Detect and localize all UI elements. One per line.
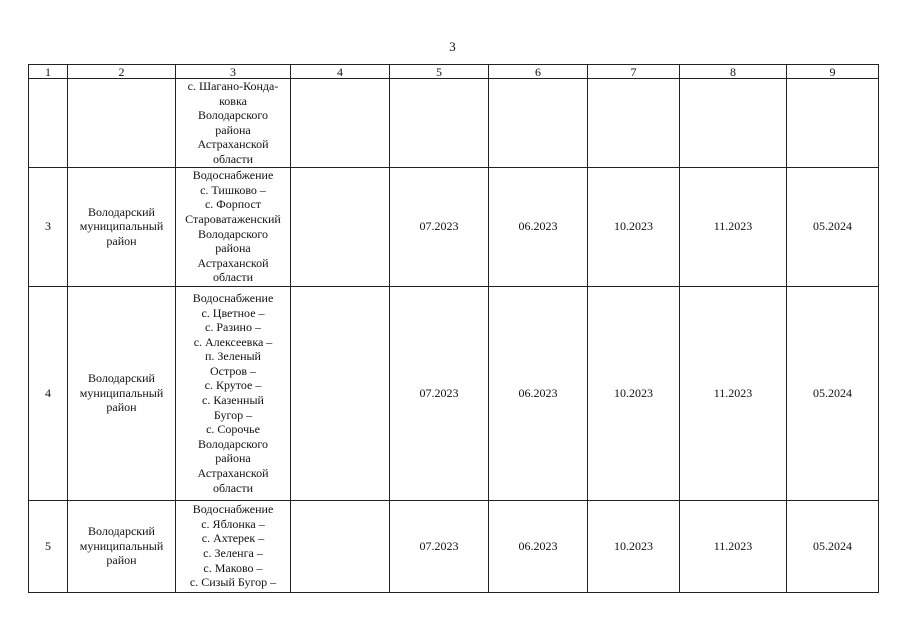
object-line: области [212, 480, 254, 495]
col5-cell: 07.2023 [390, 500, 489, 592]
object-line: с. Сизый Бугор – [189, 575, 277, 590]
object-line: Остров – [209, 363, 257, 378]
col6-cell [489, 79, 588, 168]
object-line: с. Тишково – [200, 182, 266, 197]
district-cell: Володарский муниципальный район [68, 500, 176, 592]
column-header: 3 [176, 65, 291, 79]
object-line: с. Форпост [204, 197, 262, 212]
object-line: области [212, 151, 254, 166]
column-header: 6 [489, 65, 588, 79]
object-line: района [215, 451, 251, 466]
object-line: с. Цветное – [201, 305, 265, 320]
col4-cell [291, 286, 390, 500]
object-line: Володарского [197, 436, 269, 451]
col6-cell: 06.2023 [489, 500, 588, 592]
column-header: 1 [29, 65, 68, 79]
object-line: Водоснабжение [192, 168, 274, 183]
col9-cell: 05.2024 [787, 286, 879, 500]
column-header: 2 [68, 65, 176, 79]
object-line: с. Казенный [202, 393, 264, 408]
schedule-table [28, 64, 879, 593]
col5-cell [390, 79, 489, 168]
object-line: с. Зеленга – [203, 546, 263, 561]
object-cell [176, 79, 291, 168]
object-line: Астраханской [197, 255, 269, 270]
object-line: с. Крутое – [204, 378, 262, 393]
col9-cell: 05.2024 [787, 167, 879, 286]
col7-cell [588, 79, 680, 168]
object-line: Астраханской [197, 137, 269, 152]
column-header: 7 [588, 65, 680, 79]
col8-cell: 11.2023 [680, 500, 787, 592]
object-cell [176, 286, 291, 500]
col6-cell: 06.2023 [489, 167, 588, 286]
object-line: ковка [219, 93, 247, 108]
col5-cell: 07.2023 [390, 167, 489, 286]
object-line: с. Сорочье [206, 422, 260, 437]
col4-cell [291, 500, 390, 592]
object-line: с. Яблонка – [201, 516, 265, 531]
object-line: района [215, 241, 251, 256]
object-line: с. Маково – [203, 560, 263, 575]
district-cell: Володарский муниципальный район [68, 167, 176, 286]
object-line: Водоснабжение [192, 502, 274, 517]
object-line: Водоснабжение [192, 290, 274, 305]
object-line: с. Ахтерек – [201, 531, 265, 546]
col8-cell: 11.2023 [680, 286, 787, 500]
object-line: района [215, 122, 251, 137]
row-number-cell [29, 79, 68, 168]
district-cell [68, 79, 176, 168]
object-line: Староватаженский [185, 211, 281, 226]
row-number-cell: 3 [29, 167, 68, 286]
column-header: 5 [390, 65, 489, 79]
object-line: Володарского [197, 108, 269, 123]
object-line: Володарского [197, 226, 269, 241]
object-line: области [212, 270, 254, 285]
table-row [29, 167, 879, 286]
column-header: 4 [291, 65, 390, 79]
object-line: Астраханской [197, 466, 269, 481]
col7-cell: 10.2023 [588, 286, 680, 500]
table-row [29, 286, 879, 500]
row-number-cell: 4 [29, 286, 68, 500]
object-cell [176, 500, 291, 592]
column-header: 8 [680, 65, 787, 79]
col4-cell [291, 167, 390, 286]
col4-cell [291, 79, 390, 168]
row-number-cell: 5 [29, 500, 68, 592]
col9-cell: 05.2024 [787, 500, 879, 592]
col5-cell: 07.2023 [390, 286, 489, 500]
column-header: 9 [787, 65, 879, 79]
header-row [29, 65, 879, 79]
table-row [29, 79, 879, 168]
object-line: с. Разино – [205, 320, 261, 335]
col7-cell: 10.2023 [588, 167, 680, 286]
object-line: с. Шагано-Конда- [187, 79, 279, 93]
col8-cell [680, 79, 787, 168]
col7-cell: 10.2023 [588, 500, 680, 592]
col8-cell: 11.2023 [680, 167, 787, 286]
object-line: п. Зеленый [205, 349, 261, 364]
col9-cell [787, 79, 879, 168]
object-line: с. Алексеевка – [193, 334, 273, 349]
page-number: 3 [449, 39, 456, 54]
table-row [29, 500, 879, 592]
district-cell: Володарский муниципальный район [68, 286, 176, 500]
col6-cell: 06.2023 [489, 286, 588, 500]
object-cell [176, 167, 291, 286]
object-line: Бугор – [213, 407, 253, 422]
